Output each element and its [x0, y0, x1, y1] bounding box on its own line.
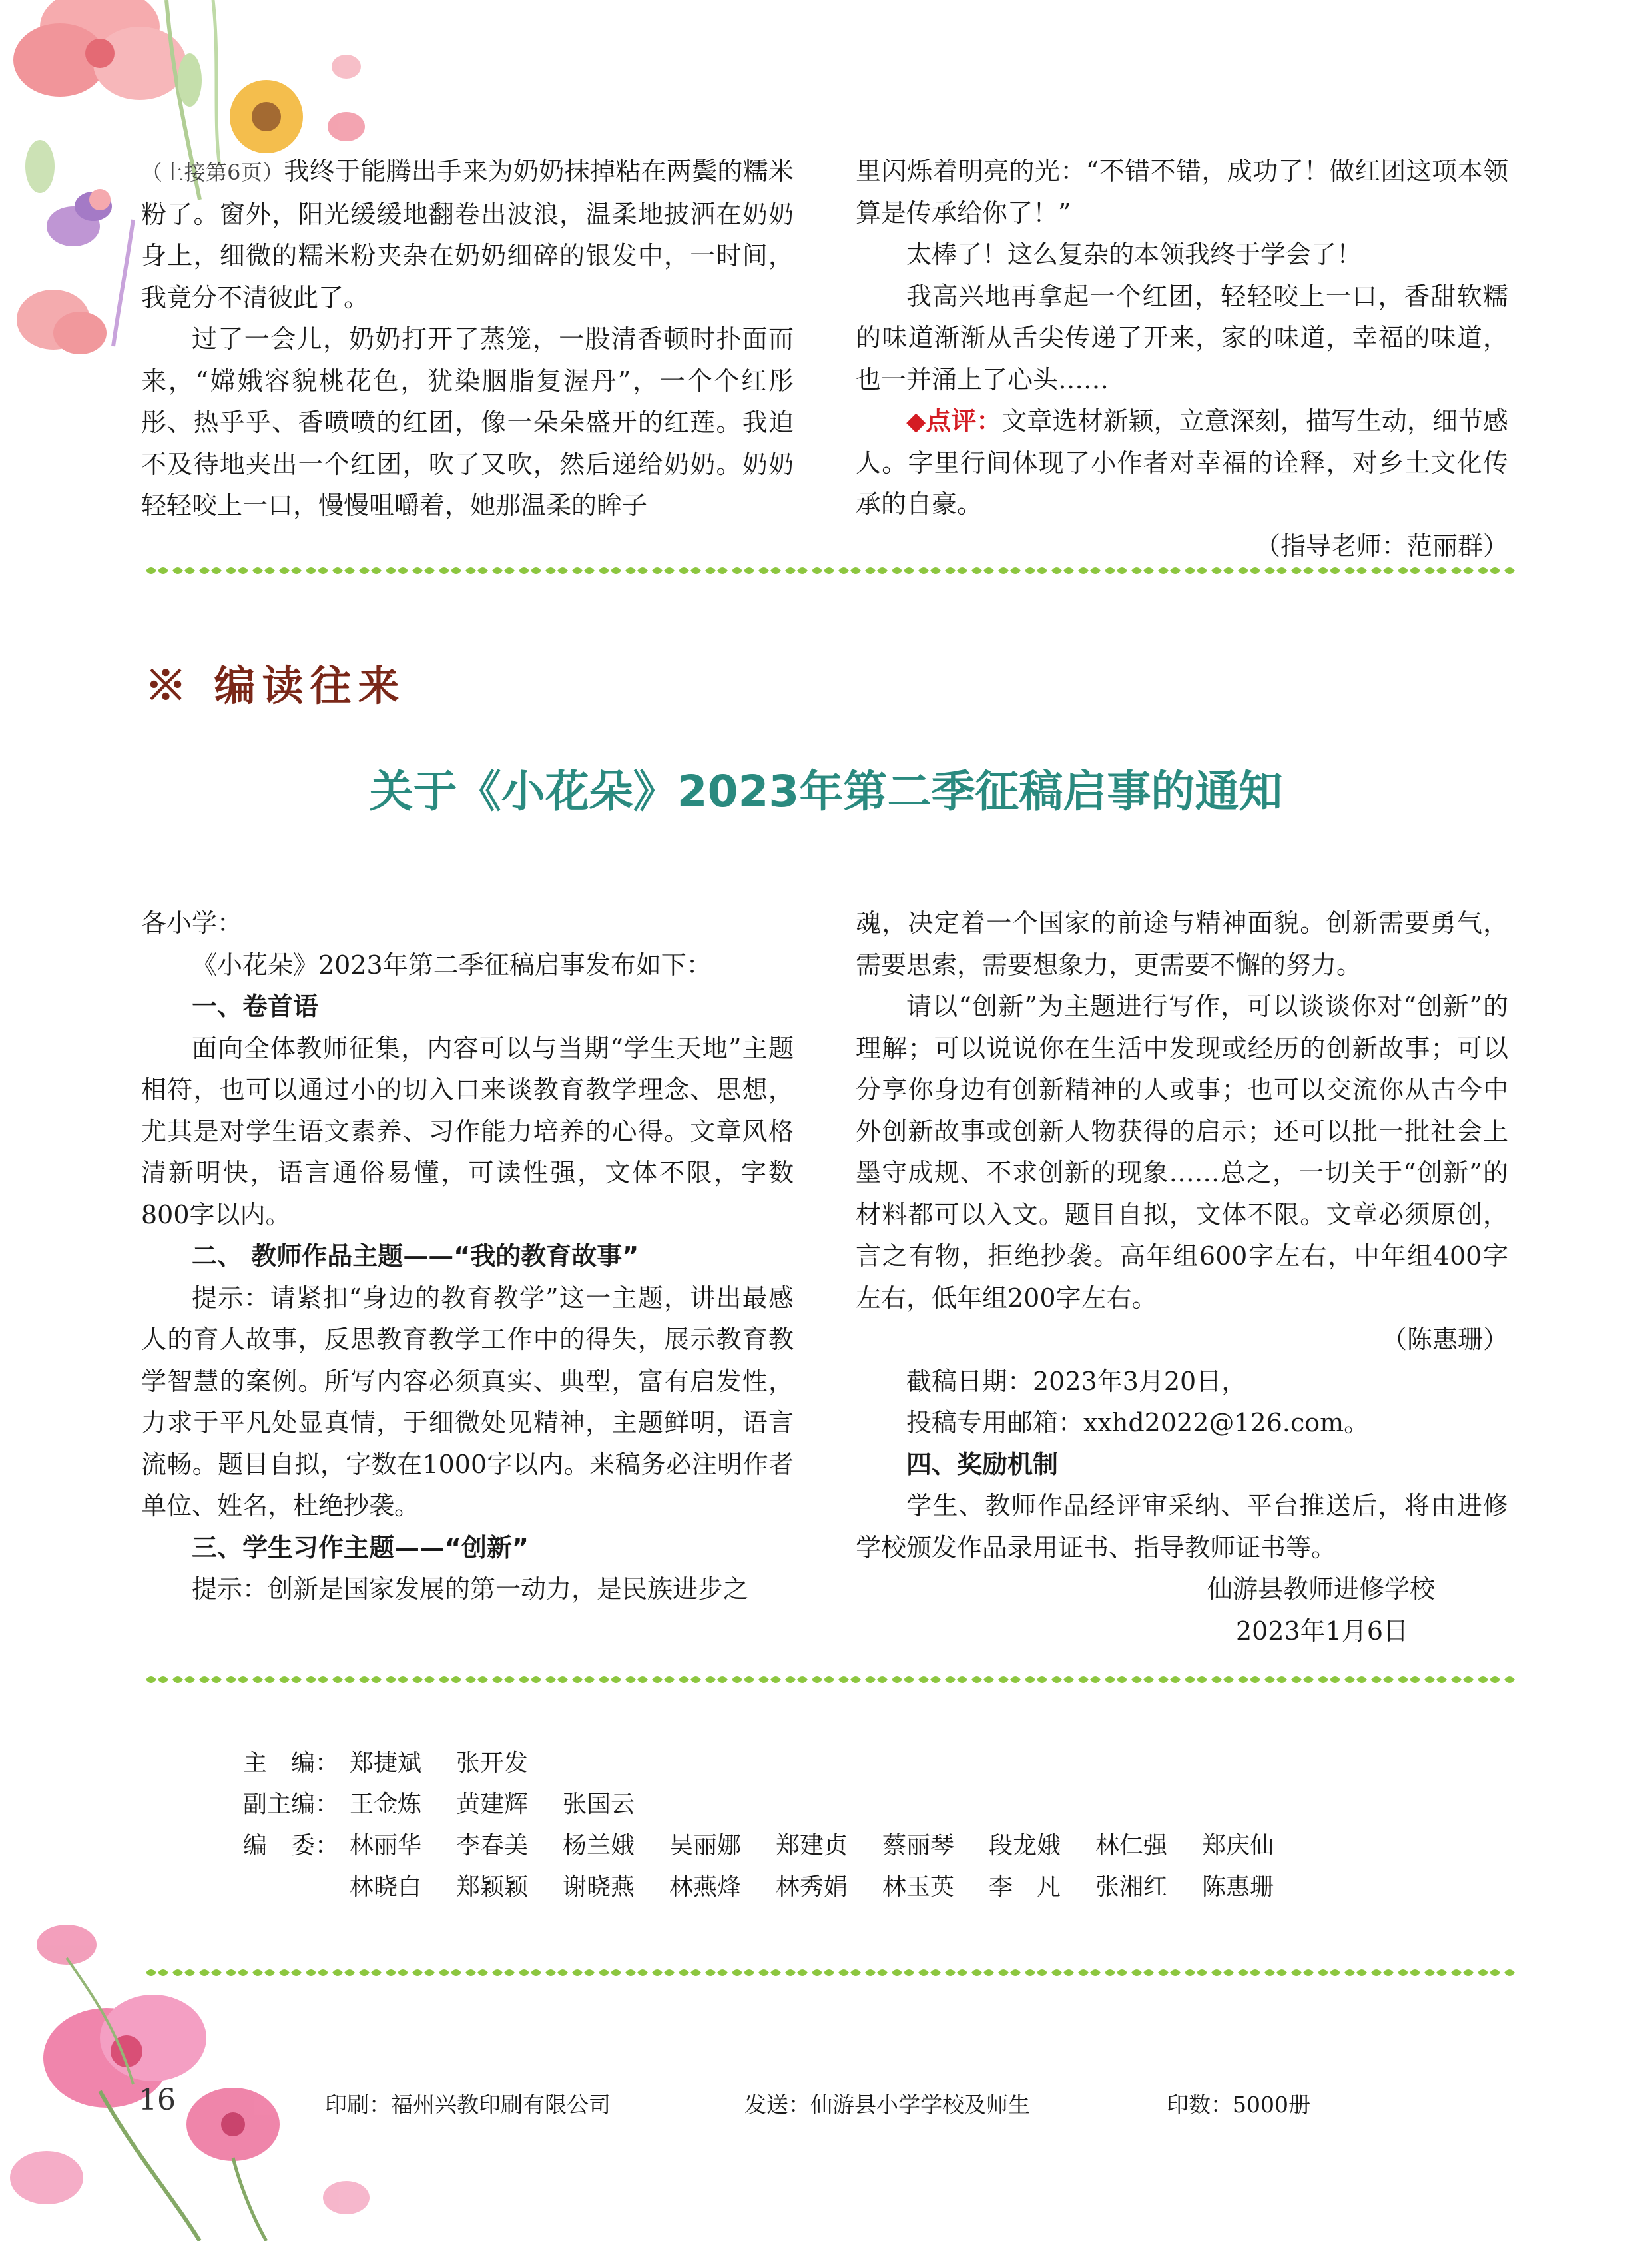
distribution-info: 发送：仙游县小学学校及师生 [744, 2092, 1030, 2118]
notice-title: 关于《小花朵》2023年第二季征稿启事的通知 [369, 766, 1283, 817]
chief-editor-row [243, 1743, 1308, 1784]
staff-name: 李 凡 [989, 1873, 1061, 1901]
notice-right-column [856, 902, 1508, 1652]
staff-name: 李春美 [456, 1832, 529, 1859]
staff-label: 编 委： [243, 1832, 340, 1859]
comment-text: 文章选材新颖，立意深刻，描写生动，细节感人。字里行间体现了小作者对幸福的诠释，对乡土文化传承的自豪。 [856, 406, 1508, 519]
leaf-divider [143, 1965, 1515, 1981]
notice-paragraph: 请以“创新”为主题进行写作，可以谈谈你对“创新”的理解；可以说说你在生活中发现或经历的创新故事；可以分享你身边有创新精神的人或事；也可以交流你从古今中外创新故事或创新人物获得的启示；还可以批一批社会上墨守成规、不求创新的现象……总之，一切关于“创新”的材料都可以入文。题目自拟，文体不限。文章必须原创，言之有物，拒绝抄袭。高年组600字左右，中年组400字左右，低年组200字左右。 [856, 992, 1508, 1313]
staff-name: 张湘红 [1095, 1873, 1168, 1901]
staff-name: 郑建贞 [776, 1832, 848, 1859]
notice-paragraph: 魂，决定着一个国家的前途与精神面貌。创新需要勇气，需要思索，需要想象力，更需要不懈的努力。 [856, 908, 1508, 980]
staff-name: 林晓白 [350, 1873, 422, 1901]
article-paragraph: 里闪烁着明亮的光：“不错不错，成功了！做红团这项本领算是传承给你了！” [856, 157, 1508, 228]
continuation-note: （上接第6页） [141, 160, 284, 185]
section-label: ※ 编读往来 [145, 661, 406, 710]
notice-paragraph: 提示：创新是国家发展的第一动力，是民族进步之 [192, 1574, 749, 1604]
print-count: 印数：5000册 [1167, 2092, 1310, 2118]
printer-info: 印刷：福州兴教印刷有限公司 [325, 2092, 611, 2118]
staff-name: 陈惠珊 [1202, 1873, 1274, 1901]
author-signature: （陈惠珊） [1381, 1325, 1508, 1354]
staff-name: 林仁强 [1095, 1832, 1168, 1859]
staff-name: 王金炼 [350, 1791, 422, 1818]
issuer: 仙游县教师进修学校 [1207, 1574, 1435, 1604]
notice-paragraph: 提示：请紧扣“身边的教育教学”这一主题，讲出最感人的育人故事，反思教育教学工作中的得失，展示教育教学智慧的案例。所写内容必须真实、典型，富有启发性，力求于平凡处显真情，于细微处见精神，主题鲜明，语言流畅。题目自拟，字数在1000字以内。来稿务必注明作者单位、姓名，杜绝抄袭。 [141, 1283, 794, 1520]
leaf-divider [143, 563, 1515, 579]
staff-name: 张开发 [456, 1750, 529, 1777]
staff-name: 杨兰娥 [563, 1832, 635, 1859]
staff-name: 郑捷斌 [350, 1750, 422, 1777]
article-left-column [141, 151, 794, 527]
staff-name: 吴丽娜 [669, 1832, 742, 1859]
staff-name: 郑颖颖 [456, 1873, 529, 1901]
staff-name: 段龙娥 [989, 1832, 1061, 1859]
notice-heading: 一、卷首语 [192, 992, 319, 1021]
article-paragraph: （上接第6页）我终于能腾出手来为奶奶抹掉粘在两鬓的糯米粉了。窗外，阳光缓缓地翻卷出波浪，温柔地披洒在奶奶身上，细微的糯米粉夹杂在奶奶细碎的银发中，一时间，我竟分不清彼此了。 [141, 157, 794, 312]
staff-name: 蔡丽琴 [882, 1832, 955, 1859]
notice-left-column [141, 902, 794, 1610]
notice-heading: 三、学生习作主题——“创新” [192, 1532, 529, 1562]
editorial-staff [243, 1743, 1308, 1908]
staff-name: 林秀娟 [776, 1873, 848, 1901]
staff-name: 谢晓燕 [563, 1873, 635, 1901]
notice-greeting: 各小学： [141, 908, 243, 938]
comment-label: ◆点评： [906, 406, 1002, 436]
staff-name: 黄建辉 [456, 1791, 529, 1818]
staff-name: 林丽华 [350, 1832, 422, 1859]
article-right-column [856, 151, 1508, 567]
page-number: 16 [138, 2083, 176, 2117]
committee-row [243, 1825, 1308, 1867]
submission-email: 投稿专用邮箱：xxhd2022@126.com。 [906, 1408, 1370, 1437]
article-paragraph: 太棒了！这么复杂的本领我终于学会了！ [906, 240, 1362, 269]
notice-paragraph: 面向全体教师征集，内容可以与当期“学生天地”主题相符，也可以通过小的切入口来谈教育教学理念、思想，尤其是对学生语文素养、习作能力培养的心得。文章风格清新明快，语言通俗易懂，可读性强，文体不限，字数800字以内。 [141, 1033, 794, 1229]
staff-label: 主 编： [243, 1750, 340, 1777]
notice-paragraph: 《小花朵》2023年第二季征稿启事发布如下： [192, 950, 712, 980]
deadline: 截稿日期：2023年3月20日， [906, 1366, 1247, 1396]
teacher-credit: （指导老师：范丽群） [1254, 531, 1508, 561]
leaf-divider [143, 1672, 1515, 1688]
staff-name: 郑庆仙 [1202, 1832, 1274, 1859]
staff-name: 林玉英 [882, 1873, 955, 1901]
staff-label: 副主编： [243, 1791, 340, 1818]
deputy-editor-row [243, 1784, 1308, 1825]
notice-heading: 二、 教师作品主题——“我的教育故事” [192, 1241, 639, 1271]
article-paragraph: 过了一会儿，奶奶打开了蒸笼，一股清香顿时扑面而来，“嫦娥容貌桃花色，犹染胭脂复渥丹”，一个个红彤彤、热乎乎、香喷喷的红团，像一朵朵盛开的红莲。我迫不及待地夹出一个红团，吹了又吹，然后递给奶奶。奶奶轻轻咬上一口，慢慢咀嚼着，她那温柔的眸子 [141, 324, 794, 520]
staff-name: 张国云 [563, 1791, 635, 1818]
issue-date: 2023年1月6日 [1235, 1616, 1408, 1646]
committee-row [243, 1867, 1308, 1908]
notice-paragraph: 学生、教师作品经评审采纳、平台推送后，将由进修学校颁发作品录用证书、指导教师证书等。 [856, 1491, 1508, 1562]
notice-heading: 四、奖励机制 [906, 1449, 1059, 1479]
comment-paragraph [856, 400, 1508, 525]
article-paragraph: 我高兴地再拿起一个红团，轻轻咬上一口，香甜软糯的味道渐渐从舌尖传递了开来，家的味道，幸福的味道，也一并涌上了心头…… [856, 281, 1508, 394]
staff-name: 林燕烽 [669, 1873, 742, 1901]
